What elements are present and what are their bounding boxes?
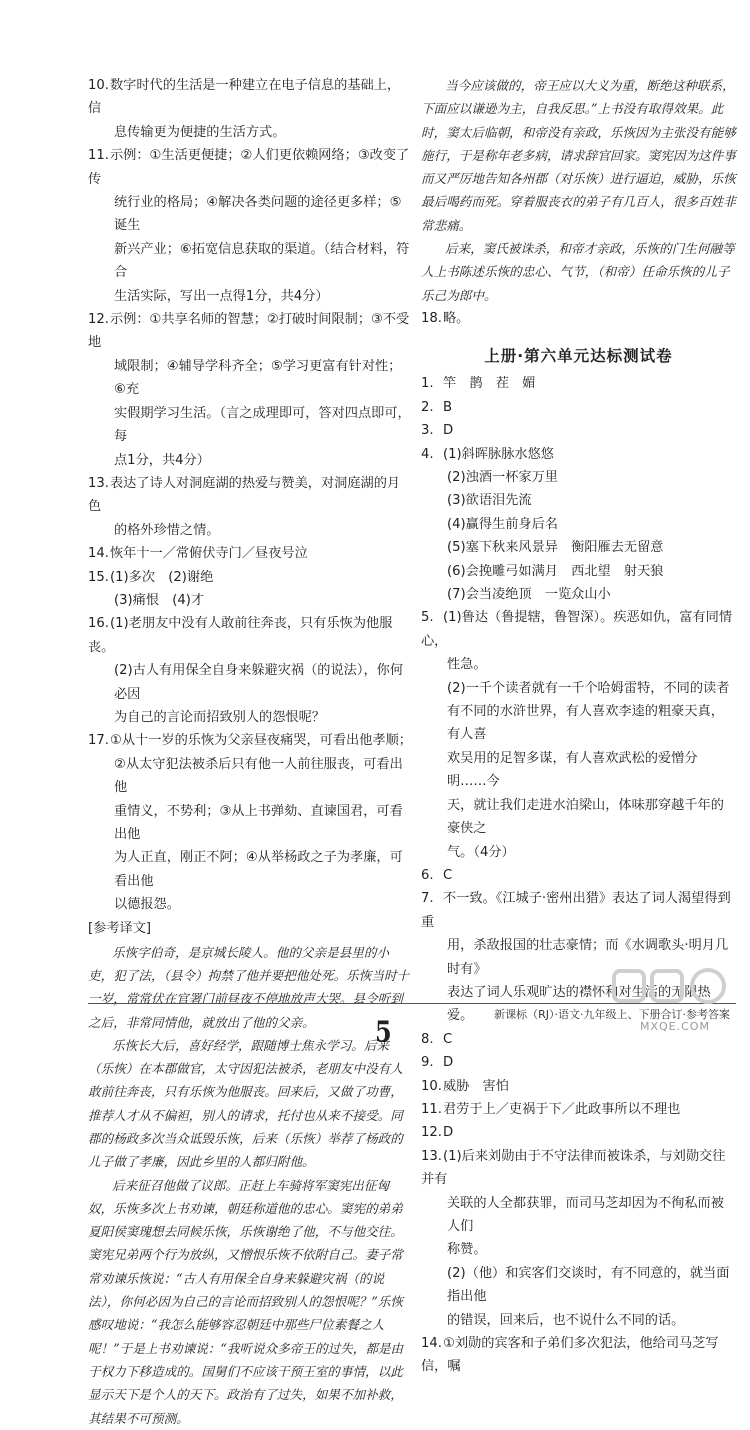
answer-text: 示例：①生活更便捷；②人们更依赖网络；③改变了传 xyxy=(88,148,410,187)
answer-text: (1)老朋友中没有人敢前往奔丧，只有乐恢为他服丧。 xyxy=(88,616,393,655)
answer-line xyxy=(421,1332,736,1379)
answer-text: D xyxy=(443,1055,454,1071)
answer-line: 为自己的言论而招致别人的怨恨呢？ xyxy=(114,709,325,725)
right-column xyxy=(421,74,736,1379)
answer-text: D xyxy=(443,423,454,439)
answer-line: 以德报怨。 xyxy=(114,897,180,913)
answer-line xyxy=(88,74,413,121)
answer-line: 统行业的格局；④解决各类问题的途径更多样；⑤诞生 xyxy=(114,195,402,234)
answer-line: 关联的人全都获罪，而司马芝却因为不徇私而被人们 xyxy=(447,1195,724,1234)
answer-line: (7)会当凌绝顶 一览众山小 xyxy=(447,587,611,603)
answer-line xyxy=(421,419,736,442)
answer-number: 14. xyxy=(88,546,109,562)
answer-line: (6)会挽雕弓如满月 西北望 射天狼 xyxy=(447,563,664,579)
answer-number: 7. xyxy=(421,891,434,907)
answer-number: 14. xyxy=(421,1336,442,1352)
translation-paragraph: 乐恢字伯奇，是京城长陵人。他的父亲是县里的小吏，犯了法，（县令）拘禁了他并要把他处死。乐恢当时十一岁，常常伏在官署门前昼夜不停地放声大哭。县令听到之后，非常同情他，就放出了他的父亲。 xyxy=(88,944,410,1030)
answer-text: (1)鲁达（鲁提辖，鲁智深）。疾恶如仇，富有同情心， xyxy=(421,610,733,649)
translation-paragraph: 乐恢长大后，喜好经学，跟随博士焦永学习。后来（乐恢）在本郡做官，太守因犯法被杀，老朋友中没有人敢前往奔丧，只有乐恢为他服丧。回来后，又做了功曹，推荐人才从不偏袒，别人的请求，托付也从来不接受。同郡的杨政多次当众诋毁乐恢，后来（乐恢）举荐了杨政的儿子做了孝廉，因此乡里的人都归附他。 xyxy=(88,1037,403,1170)
answer-line xyxy=(421,1145,736,1192)
answer-number: 4. xyxy=(421,446,434,462)
answer-number: 8. xyxy=(421,1031,434,1047)
answer-line xyxy=(421,396,736,419)
answer-number: 18. xyxy=(421,310,442,326)
answer-line xyxy=(421,1121,736,1144)
answer-text: 表达了诗人对洞庭湖的热爱与赞美，对洞庭湖的月色 xyxy=(88,475,401,515)
answer-line xyxy=(88,566,413,589)
answer-number: 11. xyxy=(88,148,109,164)
footer-caption: 新课标（RJ）·语文·九年级上、下册合订·参考答案 xyxy=(494,1008,730,1021)
answer-text: 数字时代的生活是一种建立在电子信息的基础上，信 xyxy=(88,78,401,117)
translation-paragraph: 后来，窦氏被诛杀，和帝才亲政，乐恢的门生何融等人上书陈述乐恢的忠心、气节，（和帝）任命乐恢的儿子乐己为郎中。 xyxy=(421,241,735,303)
answer-line xyxy=(421,307,736,330)
page-number: 5 xyxy=(375,1014,392,1049)
answer-line: (3)痛恨 (4)才 xyxy=(114,592,205,608)
answer-text: 竿 鹊 茬 媚 xyxy=(443,376,536,392)
answer-number: 5. xyxy=(421,610,434,626)
answer-text: 略。 xyxy=(443,310,470,326)
answer-line: 性急。 xyxy=(447,657,487,673)
answer-number: 12. xyxy=(421,1125,442,1141)
answer-number: 1. xyxy=(421,376,434,392)
answer-number: 9. xyxy=(421,1055,434,1071)
translation-title: [参考译文] xyxy=(88,920,152,936)
answer-text: 示例：①共享名师的智慧；②打破时间限制；③不受地 xyxy=(88,312,410,351)
answer-line: 为人正直，刚正不阿；④从举杨政之子为孝廉，可看出他 xyxy=(114,850,403,889)
translation-paragraph: 当今应该做的，帝王应以大义为重，断绝这种联系，下面应以谦逊为主，自我反思。”上书没有取得效果。此时，窦太后临朝，和帝没有亲政，乐恢因为主张没有能够施行，于是称年老多病，请求辞官回家。窦宪因为这件事而又严厉地告知各州郡（对乐恢）进行逼迫，威胁，乐恢最后喝药而死。穿着服丧衣的弟子有几百人，很多百姓非常悲痛。 xyxy=(421,78,736,233)
answer-line xyxy=(421,864,736,887)
answer-line: (2)古人有用保全自身来躲避灾祸（的说法），你何必因 xyxy=(114,663,404,702)
answer-number: 2. xyxy=(421,399,434,415)
answer-line xyxy=(421,606,736,653)
answer-number: 17. xyxy=(88,733,109,749)
left-column xyxy=(88,74,413,1430)
answer-line: 气。（4分） xyxy=(447,844,515,860)
answer-line: 表达了词人乐观旷达的襟怀和对生活的无限热爱。 xyxy=(447,984,711,1024)
answer-text: (1)多次 (2)谢绝 xyxy=(110,569,214,585)
answer-line: (2)（他）和宾客们交谈时，有不同意的，就当面指出他 xyxy=(447,1265,730,1305)
answer-number: 10. xyxy=(88,78,109,93)
answer-line: (2)一千个读者就有一千个哈姆雷特，不同的读者 xyxy=(447,680,730,696)
answer-text: 恢年十一／常俯伏寺门／昼夜号泣 xyxy=(110,546,308,562)
answer-text: (1)斜晖脉脉水悠悠 xyxy=(443,446,554,462)
answer-text: B xyxy=(443,399,453,415)
answer-line xyxy=(88,542,413,565)
answer-line: 实假期学习生活。（言之成理即可，答对四点即可，每 xyxy=(114,405,411,445)
answer-text: 君劳于上／吏祸于下／此政事所以不理也 xyxy=(443,1101,681,1117)
answer-line xyxy=(421,1051,736,1074)
answer-line xyxy=(88,472,413,519)
answer-line: 新兴产业；⑥拓宽信息获取的渠道。（结合材料，符合 xyxy=(114,241,410,281)
answer-text: ①从十一岁的乐恢为父亲昼夜痛哭，可看出他孝顺； xyxy=(110,733,412,749)
answer-line: (5)塞下秋来风景异 衡阳雁去无留意 xyxy=(447,540,664,556)
watermark-logo-icon xyxy=(612,965,732,1017)
answer-text: C xyxy=(443,1031,453,1047)
answer-text: ①刘勋的宾客和子弟们多次犯法，他给司马芝写信，嘱 xyxy=(421,1336,719,1375)
answer-number: 10. xyxy=(421,1078,442,1094)
answer-line: (3)欲语泪先流 xyxy=(447,493,532,509)
answer-line: 重情义，不势利；③从上书弹劾、直谏国君，可看出他 xyxy=(114,803,403,842)
answer-line: 欢吴用的足智多谋，有人喜欢武松的爱憎分明……今 xyxy=(447,750,698,790)
answer-text: D xyxy=(443,1125,454,1141)
answer-line: 点1分，共4分） xyxy=(114,452,210,468)
section-title: 上册·第六单元达标测试卷 xyxy=(484,347,673,366)
answer-number: 13. xyxy=(88,475,109,491)
watermark-url: MXQE.COM xyxy=(640,1020,710,1033)
answer-line xyxy=(421,887,736,934)
answer-line xyxy=(88,144,413,191)
answer-number: 15. xyxy=(88,569,109,585)
answer-line xyxy=(421,443,736,466)
watermark-logo xyxy=(612,965,732,1026)
answer-number: 13. xyxy=(421,1148,442,1164)
answer-line xyxy=(88,612,413,659)
answer-line: 的错误，回来后，也不说什么不同的话。 xyxy=(447,1312,685,1328)
answer-number: 16. xyxy=(88,616,109,632)
answer-line: ②从太守犯法被杀后只有他一人前往服丧，可看出他 xyxy=(114,756,403,796)
answer-line: 息传输更为便捷的生活方式。 xyxy=(114,124,286,140)
answer-line: 生活实际，写出一点得1分，共4分） xyxy=(114,288,329,304)
answer-line: 称赞。 xyxy=(447,1242,487,1258)
answer-line xyxy=(88,308,413,355)
answer-number: 3. xyxy=(421,423,434,439)
answer-line: (4)赢得生前身后名 xyxy=(447,516,558,532)
answer-line: 天，就让我们走进水泊梁山，体味那穿越千年的豪侠之 xyxy=(447,797,724,837)
translation-paragraph: 后来征召他做了议郎。正赶上车骑将军窦宪出征匈奴，乐恢多次上书劝谏，朝廷称道他的忠心。窦宪的弟弟夏阳侯窦瑰想去同候乐恢，乐恢谢绝了他，不与他交往。窦宪兄弟两个行为放纵，又憎恨乐恢不依附自己。妻子常常劝谏乐恢说：“古人有用保全自身来躲避灾祸（的说法），你何必因为自己的言论而招致别人的怨恨呢？”乐恢感叹地说：“我怎么能够容忍朝廷中那些尸位素餐之人呢！”于是上书劝谏说：“我听说众多帝王的过失，都是由于权力下移造成的。国舅们不应该干预王室的事情，以此显示天下是个人的天下。政治有了过失，如果不加补救，其结果不可预测。 xyxy=(88,1177,404,1426)
answer-line: 的格外珍惜之情。 xyxy=(114,522,220,538)
answer-text: 不一致。《江城子·密州出猎》表达了词人渴望得到重 xyxy=(421,891,731,930)
answer-line: 用，杀敌报国的壮志豪情；而《水调歌头·明月几时有》 xyxy=(447,938,729,977)
answer-text: 威胁 害怕 xyxy=(443,1078,509,1094)
answer-line xyxy=(421,372,736,395)
answer-line: 域限制；④辅导学科齐全；⑤学习更富有针对性；⑥充 xyxy=(114,358,402,398)
answer-line xyxy=(421,1098,736,1121)
answer-number: 6. xyxy=(421,867,434,883)
answer-text: C xyxy=(443,867,453,883)
answer-number: 12. xyxy=(88,312,109,328)
answer-line xyxy=(421,1075,736,1098)
answer-line xyxy=(88,729,413,752)
answer-number: 11. xyxy=(421,1101,442,1117)
answer-line: 有不同的水浒世界，有人喜欢李逵的粗豪天真，有人喜 xyxy=(447,704,724,743)
answer-line: (2)浊酒一杯家万里 xyxy=(447,470,558,485)
answer-text: (1)后来刘勋由于不守法律而被诛杀，与刘勋交往并有 xyxy=(421,1148,726,1188)
